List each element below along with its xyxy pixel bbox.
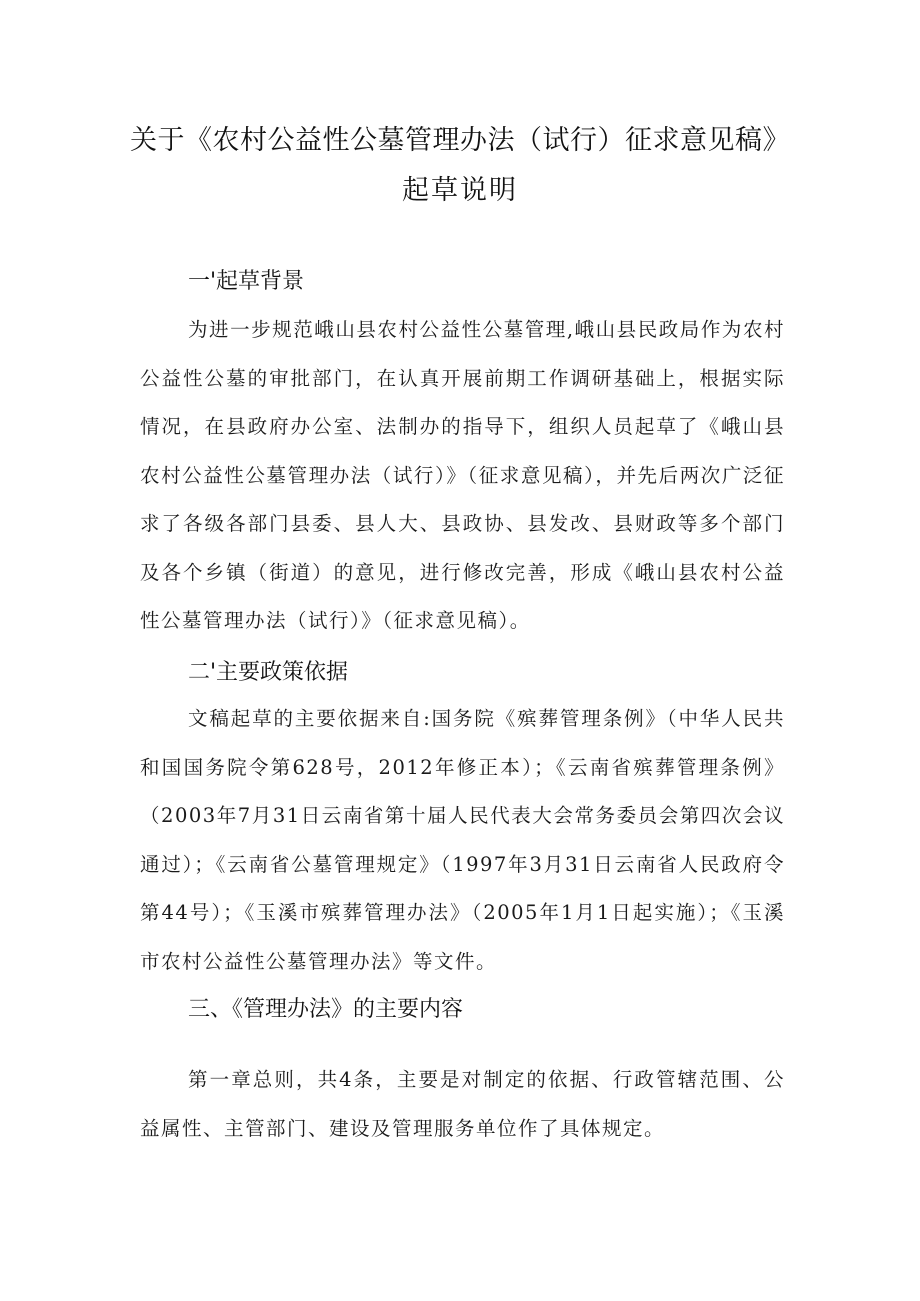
section-1-heading: 一'起草背景	[188, 269, 305, 294]
document-title-line-1: 关于《农村公益性公墓管理办法（试行）征求意见稿》	[130, 125, 790, 156]
section-3-paragraph: 第一章总则，共4条，主要是对制定的依据、行政管辖范围、公益属性、主管部门、建设及管理服务单位作了具体规定。	[140, 1068, 785, 1140]
document-title-line-2: 起草说明	[402, 175, 518, 206]
section-3-heading: 三、《管理办法》的主要内容	[188, 997, 464, 1022]
section-2-paragraph: 文稿起草的主要依据来自:国务院《殡葬管理条例》（中华人民共和国国务院令第628号，2012年修正本）；《云南省殡葬管理条例》（2003年7月31日云南省第十届人民代表大会常务委员会第四次会议通过）；《云南省公墓管理规定》（1997年3月31日云南省人民政府令第44号）；《玉溪市殡葬管理办法》（2005年1月1日起实施）；《玉溪市农村公益性公墓管理办法》等文件。	[140, 707, 785, 973]
section-1-paragraph: 为进一步规范峨山县农村公益性公墓管理,峨山县民政局作为农村公益性公墓的审批部门，在认真开展前期工作调研基础上，根据实际情况，在县政府办公室、法制办的指导下，组织人员起草了《峨山县农村公益性公墓管理办法（试行）》（征求意见稿），并先后两次广泛征求了各级各部门县委、县人大、县政协、县发改、县财政等多个部门及各个乡镇（街道）的意见，进行修改完善，形成《峨山县农村公益性公墓管理办法（试行）》（征求意见稿）。	[140, 318, 785, 632]
section-2-heading: 二'主要政策依据	[188, 660, 349, 685]
